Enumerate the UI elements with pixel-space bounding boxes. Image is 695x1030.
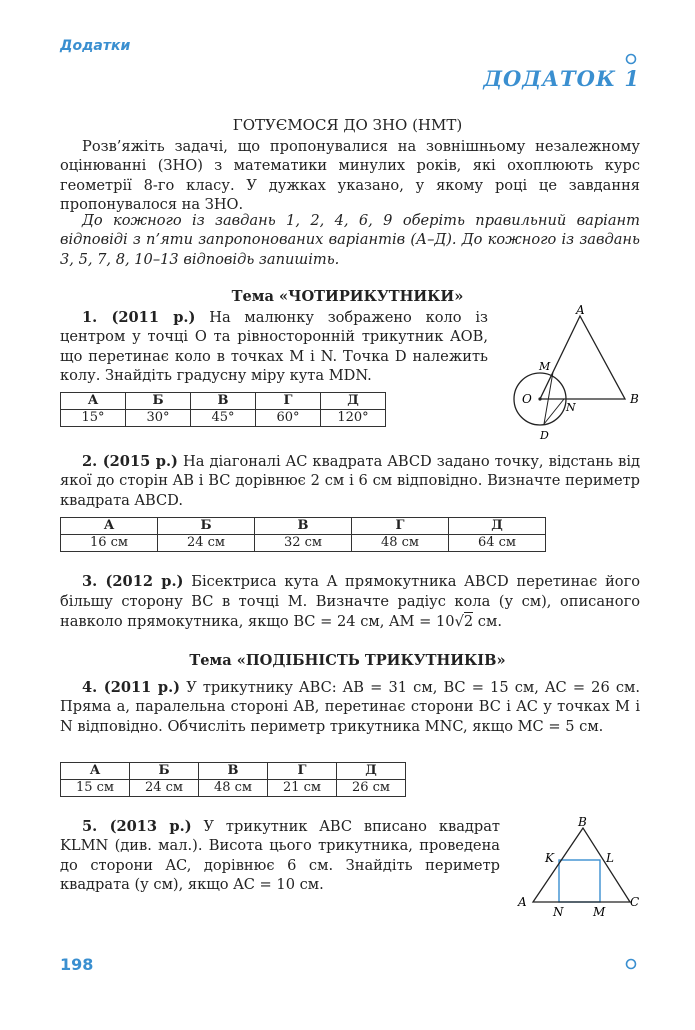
option-value: 30° (126, 410, 191, 427)
task-2-number: 2. (2015 р.) (82, 453, 178, 470)
option-letter: Г (256, 393, 321, 410)
page-title: ГОТУЄМОСЯ ДО ЗНО (НМТ) (232, 116, 463, 134)
center-point (538, 397, 541, 400)
appendix-title: ДОДАТОК 1 (483, 66, 640, 91)
option-value: 16 см (61, 535, 158, 552)
triangle-aob (540, 316, 625, 399)
task-1-text: На малюнку зображено коло із центром у точці O та рівносторонній трикутник AOB, що перетинає коло в точках M і N. Точка D належить колу. Знайдіть градусну міру кута MDN. (60, 309, 489, 385)
intro-paragraph: Розв’яжіть задачі, що пропонувалися на зовнішньому незалежному оцінюванні (ЗНО) з математики минулих років, які охоплюють курс геометрії 8-го класу. У дужках указано, у якому році це завдання пропонувалося на ЗНО. (60, 138, 640, 214)
option-value: 26 см (337, 780, 406, 797)
option-value: 120° (321, 410, 386, 427)
option-value: 48 см (199, 780, 268, 797)
label-n: N (566, 401, 576, 414)
task-3-text-end: см. (473, 613, 502, 630)
label-d: D (540, 429, 549, 442)
task-4-text: У трикутнику ABC: AB = 31 см, BC = 15 см, AC = 26 см. Пряма a, паралельна стороні AB, перетинає сторони BC і AC у точках M і N відповідно. Обчисліть периметр трикутника MNC, якщо MC = 5 см. (60, 679, 641, 735)
task-3-number: 3. (2012 р.) (82, 573, 184, 590)
label-b: B (578, 815, 587, 829)
task-5-text: У трикутник ABC вписано квадрат KLMN (див. мал.). Висота цього трикутника, проведена до сторони AC, дорівнює 6 см. Знайдіть периметр квадрата (у см), якщо AC = 10 см. (60, 818, 500, 894)
option-letter: Г (268, 763, 337, 780)
label-m: M (539, 360, 551, 373)
option-letter: А (61, 393, 126, 410)
footer-rule (0, 957, 695, 971)
option-letter: Г (352, 518, 449, 535)
label-o: O (522, 392, 532, 406)
label-l: L (606, 851, 614, 865)
option-letter: В (199, 763, 268, 780)
option-letter: А (61, 763, 130, 780)
option-letter: Д (449, 518, 546, 535)
option-value: 32 см (255, 535, 352, 552)
option-value: 24 см (130, 780, 199, 797)
figure-triangle-square (510, 812, 650, 922)
task-3-text: Бісектриса кута A прямокутника ABCD перетинає його більшу сторону BC в точці M. Визначте радіус кола (у см), описаного навколо прямокутника, якщо BC = 24 см, AM = 10 (60, 573, 641, 630)
option-letter: Б (158, 518, 255, 535)
task-1-number: 1. (2011 р.) (82, 309, 196, 326)
option-letter: В (255, 518, 352, 535)
figure-circle-triangle (500, 300, 660, 450)
option-letter: А (61, 518, 158, 535)
segment-md (544, 372, 553, 424)
label-b: B (630, 392, 639, 406)
instructions-paragraph: До кожного із завдань 1, 2, 4, 6, 9 оберіть правильний варіант відповіді з п’яти запропонованих варіантів (А–Д). До кожного із завдань 3, 5, 7, 8, 10–13 відповідь запишіть. (60, 212, 640, 268)
page-number: 198 (60, 955, 94, 974)
square-klmn (559, 860, 600, 902)
label-c: C (630, 895, 640, 909)
topic-similarity: Тема «ПОДІБНІСТЬ ТРИКУТНИКІВ» (189, 652, 506, 669)
option-value: 15 см (61, 780, 130, 797)
task-5 (60, 817, 500, 895)
sqrt-radicand: 2 (463, 613, 474, 630)
label-m: M (593, 905, 606, 919)
option-value: 48 см (352, 535, 449, 552)
option-value: 15° (61, 410, 126, 427)
task-4 (60, 678, 640, 736)
label-a: A (576, 303, 585, 317)
task-2-answer-table (60, 517, 546, 552)
option-letter: Д (321, 393, 386, 410)
sqrt-sign: √ (454, 613, 464, 630)
option-value: 21 см (268, 780, 337, 797)
task-1-answer-table (60, 392, 386, 427)
option-value: 45° (191, 410, 256, 427)
task-3 (60, 572, 640, 632)
task-2 (60, 452, 640, 510)
option-value: 24 см (158, 535, 255, 552)
label-a: A (518, 895, 527, 909)
option-value: 60° (256, 410, 321, 427)
label-k: K (545, 851, 554, 865)
option-letter: Б (126, 393, 191, 410)
option-letter: В (191, 393, 256, 410)
task-2-text: На діагоналі AC квадрата ABCD задано точку, відстань від якої до сторін AB і BC дорівнює 2 см і 6 см відповідно. Визначте периметр квадрата ABCD. (60, 453, 641, 509)
topic-quadrilaterals: Тема «ЧОТИРИКУТНИКИ» (231, 288, 464, 305)
task-4-answer-table (60, 762, 406, 797)
task-1 (60, 308, 488, 386)
option-letter: Б (130, 763, 199, 780)
task-5-number: 5. (2013 р.) (82, 818, 192, 835)
triangle-abc (533, 828, 630, 902)
header-rule (0, 52, 695, 66)
option-value: 64 см (449, 535, 546, 552)
task-4-number: 4. (2011 р.) (82, 679, 181, 696)
section-header: Додатки (60, 38, 131, 54)
label-n: N (553, 905, 564, 919)
option-letter: Д (337, 763, 406, 780)
